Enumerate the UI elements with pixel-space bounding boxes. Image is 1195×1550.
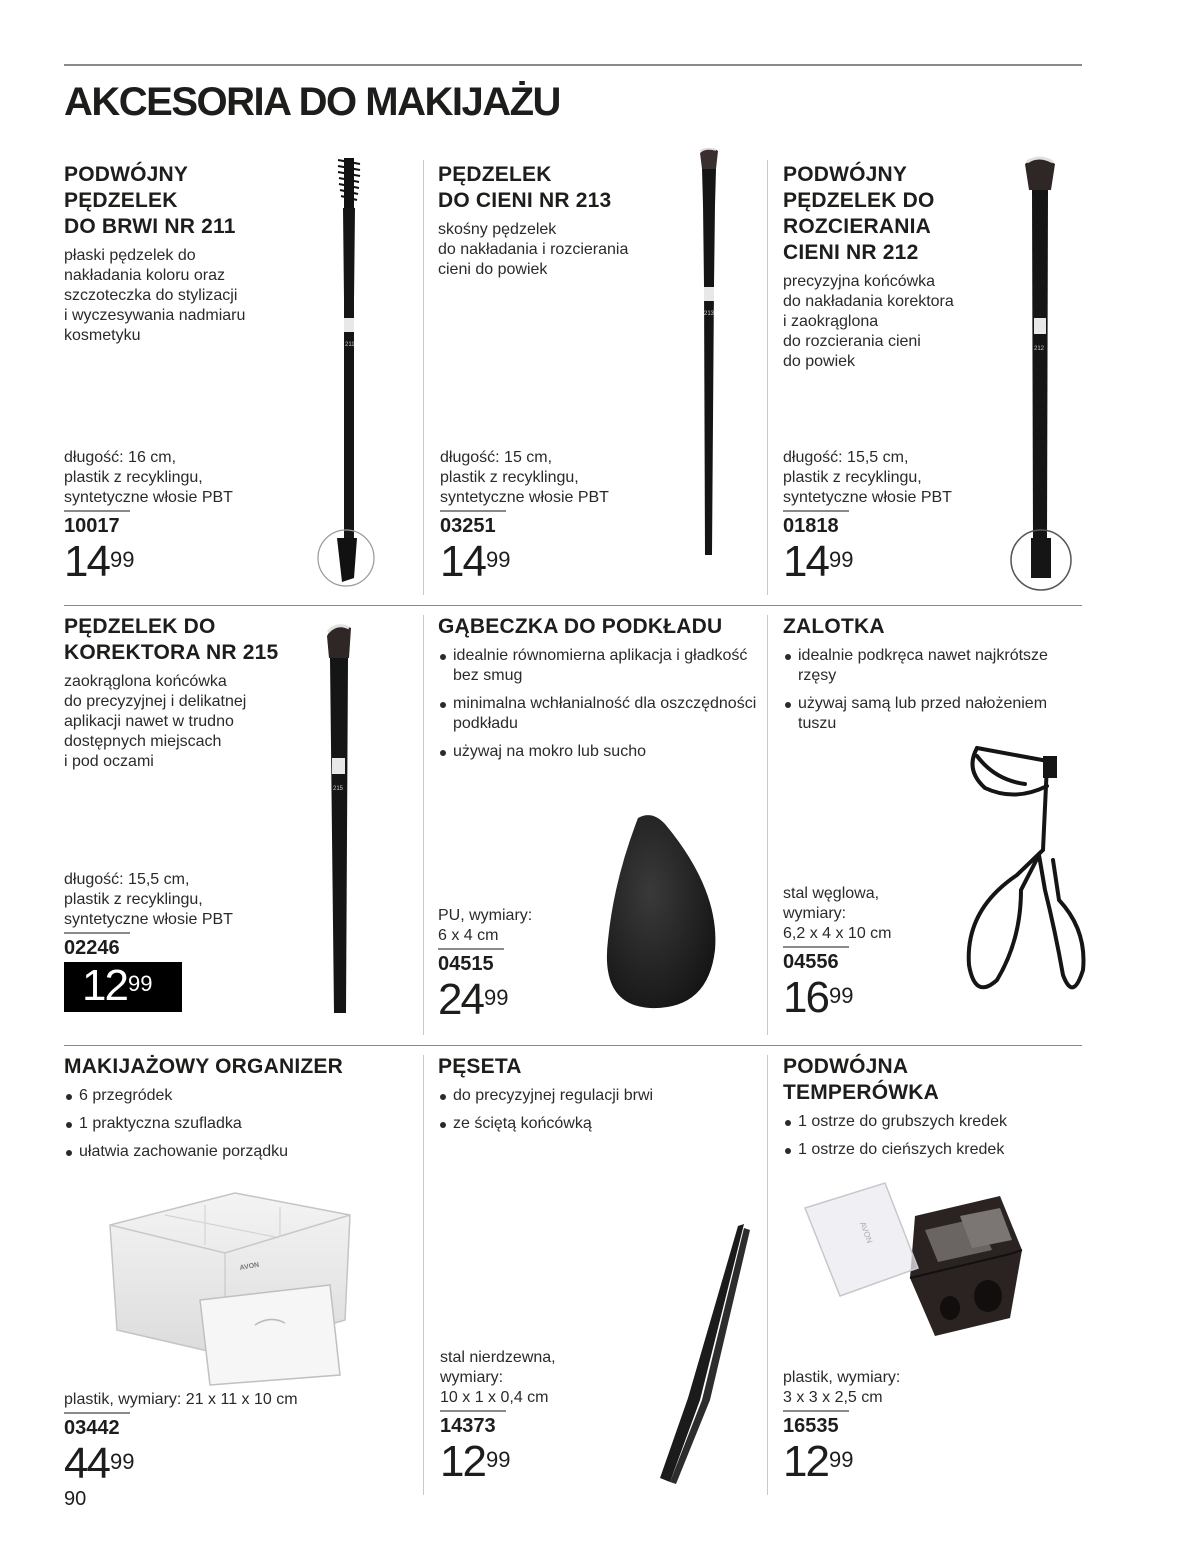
spec-line: plastik z recyklingu, [64, 891, 203, 908]
price-cents: 99 [828, 547, 854, 572]
brow-brush-image [310, 150, 390, 590]
product-spec [783, 1368, 900, 1484]
desc-line: do powiek [783, 353, 856, 370]
desc-line: dostępnych miejscach [64, 733, 222, 750]
title-line: KOREKTORA NR 215 [64, 641, 279, 664]
spec-line: plastik, wymiary: [783, 1369, 901, 1386]
product-price [440, 1437, 556, 1486]
title-line: ROZCIERANIA [783, 215, 932, 238]
price-main: 44 [64, 1439, 109, 1488]
desc-line: i wyczesywania nadmiaru [64, 307, 246, 324]
product-price [783, 1437, 900, 1486]
title-line: PĘDZELEK [438, 163, 552, 186]
feature-item [783, 1140, 1073, 1160]
feature-text: używaj na mokro lub sucho [453, 743, 646, 760]
feature-text: 6 przegródek [79, 1087, 173, 1104]
feature-list [783, 646, 1073, 734]
spec-line: 3 x 3 x 2,5 cm [783, 1389, 883, 1406]
product-card [64, 1054, 404, 1170]
desc-line: do precyzyjnej i delikatnej [64, 693, 247, 710]
product-code: 04515 [438, 953, 494, 975]
spec-line: syntetyczne włosie PBT [64, 911, 233, 928]
eyelash-curler-image [955, 740, 1085, 1010]
feature-item [64, 1086, 404, 1106]
spec-rule [64, 932, 130, 934]
feature-item [64, 1114, 404, 1134]
spec-line: długość: 15 cm, [440, 449, 553, 466]
brand-label: AVON [239, 1261, 260, 1272]
eyeshadow-brush-image [680, 145, 740, 565]
product-code: 14373 [440, 1415, 496, 1437]
product-title: GĄBECZKA DO PODKŁADU [438, 615, 723, 638]
desc-line: i pod oczami [64, 753, 154, 770]
feature-text: używaj samą lub przed nałożeniem tuszu [798, 695, 1048, 732]
price-cents: 99 [109, 547, 135, 572]
product-code: 10017 [64, 515, 120, 537]
product-description [783, 272, 1013, 372]
feature-text: 1 ostrze do cieńszych kredek [798, 1141, 1005, 1158]
spec-line: długość: 15,5 cm, [783, 449, 909, 466]
product-description [64, 246, 324, 346]
product-spec [64, 1390, 298, 1486]
price-main: 14 [64, 537, 109, 586]
title-line: DO CIENI NR 213 [438, 189, 612, 212]
price-cents: 99 [483, 985, 509, 1010]
price-main: 24 [438, 975, 483, 1024]
product-code: 03251 [440, 515, 496, 537]
organizer-image [105, 1185, 355, 1385]
spec-line: syntetyczne włosie PBT [440, 489, 609, 506]
feature-text: ułatwia zachowanie porządku [79, 1143, 289, 1160]
feature-text: do precyzyjnej regulacji brwi [453, 1087, 654, 1104]
product-card [64, 162, 324, 346]
row-divider [64, 1045, 1082, 1046]
spec-line: 6,2 x 4 x 10 cm [783, 925, 892, 942]
product-title [438, 162, 688, 214]
blending-brush-image [1005, 150, 1075, 590]
feature-list [64, 1086, 404, 1162]
desc-line: do nakładania i rozcierania [438, 241, 629, 258]
product-code: 04556 [783, 951, 839, 973]
price-cents: 99 [485, 547, 511, 572]
column-divider [423, 1055, 424, 1495]
title-line: CIENI NR 212 [783, 241, 919, 264]
price-cents: 99 [109, 1449, 135, 1474]
price-main: 12 [783, 1437, 828, 1486]
product-card [438, 1054, 758, 1142]
column-divider [423, 615, 424, 1035]
product-title [783, 1054, 1073, 1106]
product-price [440, 537, 609, 586]
feature-text: idealnie podkręca nawet najkrótsze rzęsy [798, 647, 1048, 684]
row-divider [64, 605, 1082, 606]
feature-list [783, 1112, 1073, 1160]
desc-line: skośny pędzelek [438, 221, 557, 238]
product-card [783, 1054, 1073, 1168]
feature-item [438, 742, 763, 762]
product-code: 02246 [64, 937, 120, 959]
page-title: AKCESORIA DO MAKIJAŻU [64, 80, 560, 124]
product-price [64, 537, 233, 586]
spec-line: stal węglowa, [783, 885, 880, 902]
product-code: 01818 [783, 515, 839, 537]
price-main: 16 [783, 973, 828, 1022]
brush-label: 213 [704, 311, 715, 317]
feature-item [438, 1086, 758, 1106]
product-code: 03442 [64, 1417, 120, 1439]
feature-item [438, 646, 763, 686]
spec-rule [438, 948, 504, 950]
spec-rule [64, 510, 130, 512]
desc-line: aplikacji nawet w trudno [64, 713, 234, 730]
product-price [438, 975, 532, 1024]
column-divider [767, 160, 768, 595]
product-price [64, 1439, 298, 1488]
tweezers-image [630, 1220, 770, 1490]
sharpener-image [800, 1178, 1030, 1338]
price-cents: 99 [828, 983, 854, 1008]
feature-text: minimalna wchłanialność dla oszczędności podkładu [453, 695, 757, 732]
title-line: DO BRWI NR 211 [64, 215, 236, 238]
feature-item [64, 1142, 404, 1162]
spec-line: syntetyczne włosie PBT [64, 489, 233, 506]
spec-rule [64, 1412, 130, 1414]
spec-line: stal nierdzewna, [440, 1349, 556, 1366]
product-card [783, 614, 1073, 742]
spec-rule [783, 1410, 849, 1412]
title-line: PĘDZELEK [64, 189, 178, 212]
product-title: MAKIJAŻOWY ORGANIZER [64, 1055, 343, 1078]
feature-item [783, 646, 1073, 686]
spec-rule [783, 946, 849, 948]
product-spec [64, 448, 233, 584]
feature-item [438, 694, 763, 734]
spec-line: długość: 15,5 cm, [64, 871, 190, 888]
feature-list [438, 646, 763, 762]
product-card [438, 162, 688, 280]
spec-line: plastik z recyklingu, [783, 469, 922, 486]
feature-item [783, 694, 1073, 734]
product-title: PĘSETA [438, 1055, 522, 1078]
title-line: PODWÓJNY [64, 163, 189, 186]
product-spec [440, 1348, 556, 1484]
spec-line: 6 x 4 cm [438, 927, 499, 944]
feature-list [438, 1086, 758, 1134]
feature-item [783, 1112, 1073, 1132]
desc-line: i zaokrąglona [783, 313, 879, 330]
feature-text: ze ściętą końcówką [453, 1115, 592, 1132]
price-main: 12 [440, 1437, 485, 1486]
top-rule [64, 64, 1082, 66]
spec-line: długość: 16 cm, [64, 449, 177, 466]
product-spec [783, 884, 892, 1020]
product-card [438, 614, 763, 770]
spec-rule [440, 1410, 506, 1412]
title-line: PODWÓJNY [783, 163, 908, 186]
product-code: 16535 [783, 1415, 839, 1437]
price-cents: 99 [485, 1447, 511, 1472]
spoolie-icon [338, 158, 360, 208]
desc-line: szczoteczka do stylizacji [64, 287, 238, 304]
title-line: TEMPERÓWKA [783, 1081, 939, 1104]
desc-line: do nakładania korektora [783, 293, 954, 310]
product-title: ZALOTKA [783, 615, 885, 638]
spec-line: wymiary: [440, 1369, 504, 1386]
desc-line: płaski pędzelek do [64, 247, 196, 264]
feature-item [438, 1114, 758, 1134]
spec-line: syntetyczne włosie PBT [783, 489, 952, 506]
desc-line: zaokrąglona końcówka [64, 673, 227, 690]
product-title [783, 162, 1013, 266]
price-main: 12 [82, 961, 127, 1010]
price-main: 14 [783, 537, 828, 586]
sponge-image [570, 810, 740, 1020]
title-line: PĘDZELEK DO [64, 615, 216, 638]
spec-line: plastik, wymiary: 21 x 11 x 10 cm [64, 1391, 298, 1408]
brand-label: AVON [858, 1220, 875, 1245]
page-number: 90 [64, 1488, 87, 1510]
product-title [64, 162, 324, 240]
desc-line: do rozcierania cieni [783, 333, 921, 350]
column-divider [423, 160, 424, 595]
product-description [438, 220, 688, 280]
feature-text: 1 ostrze do grubszych kredek [798, 1113, 1007, 1130]
desc-line: precyzyjna końcówka [783, 273, 936, 290]
desc-line: cieni do powiek [438, 261, 548, 278]
feature-text: 1 praktyczna szufladka [79, 1115, 242, 1132]
column-divider [767, 615, 768, 1035]
feature-text: idealnie równomierna aplikacja i gładkość bez smug [453, 647, 748, 684]
price-main: 14 [440, 537, 485, 586]
spec-line: plastik z recyklingu, [440, 469, 579, 486]
product-spec [783, 448, 952, 584]
product-spec [440, 448, 609, 584]
product-spec [64, 870, 233, 1012]
spec-line: PU, wymiary: [438, 907, 533, 924]
spec-line: wymiary: [783, 905, 847, 922]
product-card [783, 162, 1013, 372]
price-cents: 99 [127, 971, 153, 996]
title-line: PODWÓJNA [783, 1055, 909, 1078]
spec-rule [783, 510, 849, 512]
product-spec [438, 906, 532, 1022]
brush-label: 215 [333, 786, 344, 792]
title-line: PĘDZELEK DO [783, 189, 935, 212]
brush-label: 211 [345, 342, 355, 348]
price-cents: 99 [828, 1447, 854, 1472]
concealer-brush-image [315, 618, 365, 1018]
desc-line: kosmetyku [64, 327, 141, 344]
desc-line: nakładania koloru oraz [64, 267, 225, 284]
product-price [783, 973, 892, 1022]
spec-line: plastik z recyklingu, [64, 469, 203, 486]
product-price [783, 537, 952, 586]
promo-price-badge [64, 962, 182, 1012]
spec-line: 10 x 1 x 0,4 cm [440, 1389, 549, 1406]
spec-rule [440, 510, 506, 512]
brush-label: 212 [1034, 346, 1045, 352]
